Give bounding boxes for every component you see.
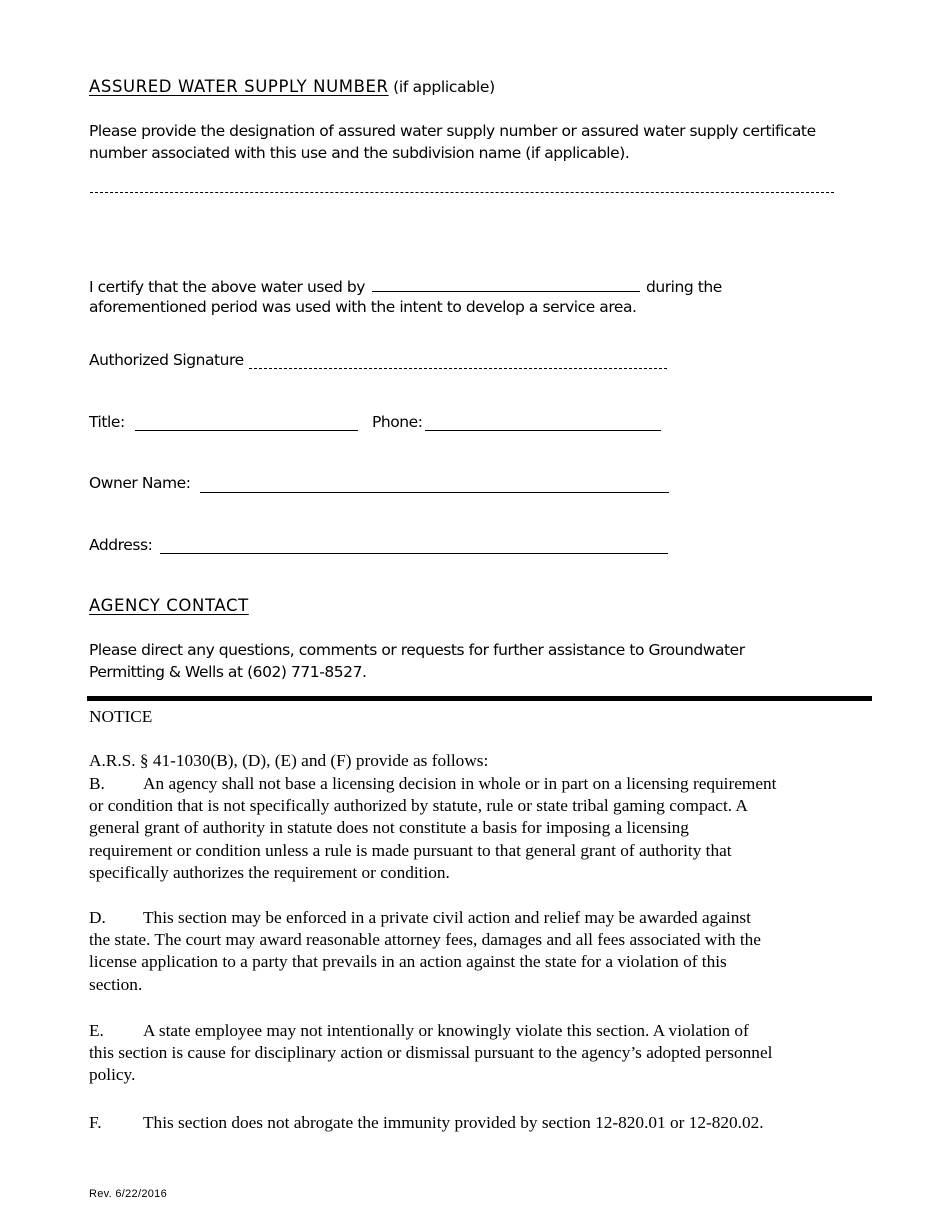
notice-section-f	[89, 1112, 834, 1134]
certification-text-after: during the	[646, 278, 722, 296]
notice-section-b-line: general grant of authority in statute does not constitute a basis for imposing a licensing	[89, 818, 689, 838]
notice-section-b-line: requirement or condition unless a rule is made pursuant to that general grant of authority that	[89, 840, 732, 860]
notice-section-f-first: F. This section does not abrogate the immunity provided by section 12-820.01 or 12-820.02.	[89, 1113, 764, 1132]
water-supply-instruction-line2: number associated with this use and the subdivision name (if applicable).	[89, 144, 630, 162]
notice-section-b	[89, 773, 834, 884]
water-supply-instruction-line1: Please provide the designation of assured water supply number or assured water supply certificate	[89, 122, 816, 140]
water-user-field[interactable]	[372, 276, 640, 292]
agency-contact-heading	[89, 596, 249, 615]
notice-section-e-first: E. A state employee may not intentionally or knowingly violate this section. A violation of	[89, 1021, 749, 1040]
water-supply-heading-text: ASSURED WATER SUPPLY NUMBER	[89, 77, 389, 96]
section-divider	[87, 696, 872, 701]
certification-text-before: I certify that the above water used by	[89, 278, 366, 296]
signature-field[interactable]	[249, 368, 667, 369]
water-supply-heading-note: (if applicable)	[393, 78, 495, 96]
revision-date: Rev. 6/22/2016	[89, 1188, 167, 1200]
owner-name-field[interactable]	[200, 492, 669, 493]
title-label: Title:	[89, 413, 125, 431]
title-field[interactable]	[135, 430, 358, 431]
notice-heading: NOTICE	[89, 707, 153, 726]
notice-section-d-line: license application to a party that prevails in an action against the state for a violation of this	[89, 952, 727, 972]
agency-contact-heading-text: AGENCY CONTACT	[89, 596, 249, 615]
notice-section-d-first: D. This section may be enforced in a private civil action and relief may be awarded against	[89, 908, 751, 927]
certification-line2: aforementioned period was used with the intent to develop a service area.	[89, 298, 637, 316]
agency-contact-line1: Please direct any questions, comments or requests for further assistance to Groundwater	[89, 641, 745, 659]
water-supply-heading	[89, 77, 495, 96]
notice-section-b-line: or condition that is not specifically authorized by statute, rule or state tribal gaming compact. A	[89, 796, 748, 816]
notice-section-d	[89, 907, 834, 996]
notice-section-e-line: policy.	[89, 1065, 136, 1085]
notice-section-e-line: this section is cause for disciplinary action or dismissal pursuant to the agency’s adopted personnel	[89, 1043, 773, 1063]
notice-section-b-first: B. An agency shall not base a licensing decision in whole or in part on a licensing requirement	[89, 774, 777, 793]
certification-line1	[89, 276, 722, 296]
notice-section-d-line: section.	[89, 974, 143, 994]
phone-field[interactable]	[425, 430, 661, 431]
agency-contact-line2: Permitting & Wells at (602) 771-8527.	[89, 663, 367, 681]
notice-section-b-line: specifically authorizes the requirement or condition.	[89, 862, 450, 882]
address-label: Address:	[89, 536, 153, 554]
notice-section-e	[89, 1020, 834, 1087]
signature-label: Authorized Signature	[89, 351, 244, 369]
owner-name-label: Owner Name:	[89, 474, 191, 492]
phone-label: Phone:	[372, 413, 423, 431]
address-field[interactable]	[160, 553, 668, 554]
notice-intro: A.R.S. § 41-1030(B), (D), (E) and (F) provide as follows:	[89, 751, 489, 770]
water-supply-number-field[interactable]	[90, 192, 834, 193]
notice-section-d-line: the state. The court may award reasonable attorney fees, damages and all fees associated with the	[89, 930, 761, 950]
